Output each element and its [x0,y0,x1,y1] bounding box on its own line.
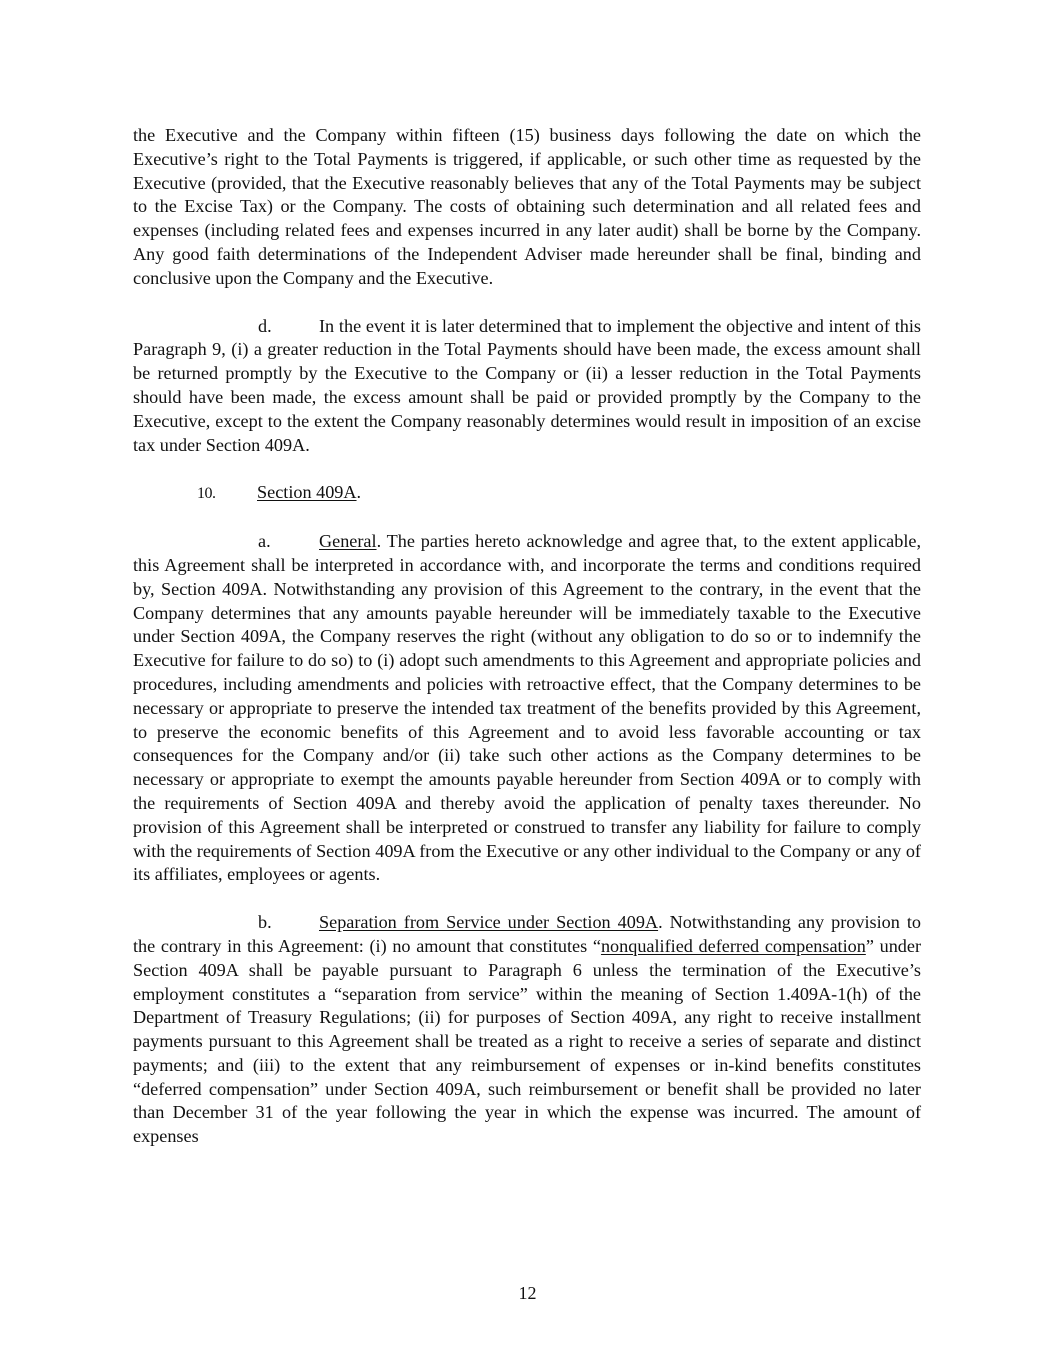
paragraph-spacer [133,457,921,481]
paragraph-spacer [133,291,921,315]
paragraph-b-text-2: ” under Section 409A shall be payable pursuant to Paragraph 6 unless the termination of the Executive’s employment constitutes a “separation from service” within the meaning of Section 1.409A-1(h) of the Department of Treasury Regulations; (ii) for purposes of Section 409A, any right to receive installment payments pursuant to this Agreement shall be treated as a right to receive a series of separate and distinct payments; and (iii) to the extent that any reimbursement of expenses or in-kind benefits constitutes “deferred compensation” under Section 409A, such reimbursement or benefit shall be provided no later than December 31 of the year following the year in which the expense was incurred. The amount of expenses [133,935,922,1147]
paragraph-b-defined-term: nonqualified deferred compensation [600,935,866,956]
paragraph-c-continued: the Executive and the Company within fifteen (15) business days following the date on which the Executive’s right to the Total Payments is triggered, if applicable, or such other time as requested by the Executive (provided, that the Executive reasonably believes that any of the Total Payments may be subject to the Excise Tax) or the Company. The costs of obtaining such determination and all related fees and expenses (including related fees and expenses incurred in any later audit) shall be borne by the Company. Any good faith determinations of the Independent Adviser made hereunder shall be final, binding and conclusive upon the Company and the Executive. [133,125,921,288]
page-number: 12 [518,1283,537,1303]
paragraph-a-label: a. [258,531,271,552]
paragraph-b-heading-end: . [658,912,663,933]
paragraph-b [133,911,921,1149]
paragraph-b-label: b. [258,912,272,933]
paragraph-d-text: In the event it is later determined that to implement the objective and intent of this Paragraph 9, (i) a greater reduction in the Total Payments should have been made, the excess amount shall be returned promptly by the Executive to the Company or (ii) a lesser reduction in the Total Payments should have been made, the excess amount shall be paid or provided promptly by the Company to the Executive, except to the extent the Company reasonably determines would result in imposition of an excise tax under Section 409A. [133,315,921,455]
section-10-heading [133,481,921,506]
document-page-body [133,124,921,1149]
paragraph-a [133,530,921,887]
paragraph-b-heading: Separation from Service under Section 409A [319,912,659,933]
paragraph-d-label: d. [258,315,272,336]
paragraph-spacer [133,887,921,911]
paragraph-spacer [133,506,921,530]
paragraph-b-text-1: Notwithstanding any provision to the contrary in this Agreement: (i) no amount that constitutes “ [133,912,922,956]
paragraph-a-heading-end: . [376,531,382,552]
section-10-title-end: . [356,482,362,503]
section-10-title: Section 409A [257,482,357,503]
paragraph-a-heading: General [319,531,377,552]
paragraph-d [133,315,921,458]
paragraph-a-text: The parties hereto acknowledge and agree that, to the extent applicable, this Agreement shall be interpreted in accordance with, and incorporate the terms and conditions required by, Section 409A. Notwithstanding any provision of this Agreement to the contrary, in the event that the Company determines that any amounts payable hereunder will be immediately taxable to the Executive under Section 409A, the Company reserves the right (without any obligation to do so or to indemnify the Executive for failure to do so) to (i) adopt such amendments to this Agreement and appropriate policies and procedures, including amendments and policies with retroactive effect, that the Company determines to be necessary or appropriate to preserve the intended tax treatment of the benefits provided by this Agreement, to preserve the economic benefits of this Agreement and to avoid less favorable accounting or tax consequences for the Company and/or (ii) take such other actions as the Company determines to be necessary or appropriate to exempt the amounts payable hereunder from Section 409A or to comply with the requirements of Section 409A and thereby avoid the application of penalty taxes thereunder. No provision of this Agreement shall be interpreted or construed to transfer any liability for failure to comply with the requirements of Section 409A from the Executive or any other individual to the Company or any of its affiliates, employees or agents. [133,531,921,885]
section-10-number: 10. [197,485,216,503]
